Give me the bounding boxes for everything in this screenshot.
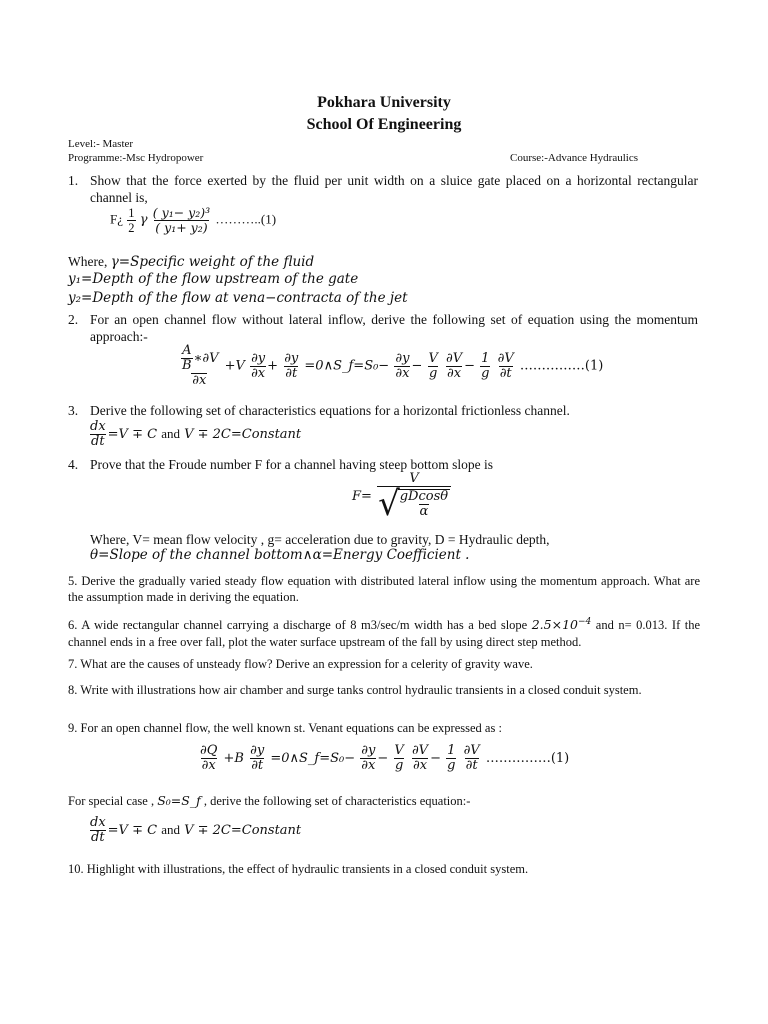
school-title: School Of Engineering [306, 116, 462, 133]
frac-num: ∂V [446, 350, 463, 366]
fraction [480, 352, 490, 381]
q3-equation [88, 420, 301, 449]
question-number: 3. [68, 403, 79, 418]
fraction [463, 744, 481, 773]
frac-den: ∂t [465, 758, 478, 773]
frac-den: g [447, 758, 456, 773]
frac-num: A [182, 343, 192, 358]
fraction [411, 744, 429, 773]
q1-equation [110, 206, 276, 235]
question-1 [68, 172, 700, 206]
frac-num: ( y₁− y₂)³ [152, 205, 211, 220]
frac-den: α [419, 504, 429, 519]
eq-number: ……………(1) [485, 751, 570, 766]
question-text: For special case , [68, 794, 155, 808]
exponent: −4 [578, 617, 592, 627]
question-5: 5. Derive the gradually varied steady flow equation with distributed lateral inflow using the momentum approach. What are the assumption made in deriving the equation. [68, 574, 700, 604]
fraction [393, 744, 404, 773]
frac-num: V [409, 471, 419, 486]
question-2 [68, 311, 700, 345]
frac-den: B [182, 358, 192, 373]
fraction [249, 744, 265, 773]
university-title: Pokhara University [317, 94, 451, 111]
frac-num: ∂Q [200, 743, 218, 758]
fraction [283, 352, 299, 381]
level-label: Level:- Master [68, 138, 134, 150]
q9-characteristics-equation [88, 816, 301, 845]
frac-num: ∂y [284, 350, 299, 366]
frac-num: gDcosθ [399, 489, 449, 504]
frac-den: ∂x [201, 758, 216, 773]
gamma-symbol: γ [139, 212, 148, 228]
eq-number: ……………(1) [519, 358, 604, 374]
fraction [360, 744, 376, 773]
course-label: Course:-Advance Hydraulics [510, 152, 638, 164]
a-over-b [181, 344, 193, 373]
frac-den [377, 484, 451, 524]
froude-fraction [377, 471, 451, 524]
main-fraction [152, 206, 211, 235]
and-label: and [161, 426, 180, 441]
frac-den: ∂x [447, 365, 462, 381]
big-fraction [179, 344, 220, 388]
term: =V ∓ C [107, 823, 158, 838]
question-3 [68, 402, 700, 419]
froude-equation [352, 471, 452, 524]
definition: γ=Specific weight of the fluid [110, 254, 315, 270]
question-text: and n= 0.013. If the channel ends in a free over fall, plot the water surface upstream of the fall by using direct step method. [68, 618, 701, 650]
fraction [399, 490, 449, 519]
question-4 [68, 456, 700, 473]
fraction [497, 352, 515, 381]
frac-num [179, 344, 220, 373]
question-text: Prove that the Froude number F for a channel having steep bottom slope is [90, 457, 494, 472]
frac-num: ∂V [411, 743, 429, 758]
question-text: For an open channel flow without lateral inflow, derive the following set of equation using the momentum approach:- [90, 312, 698, 344]
programme-label: Programme:-Msc Hydropower [68, 152, 204, 164]
dx-dt-fraction [89, 816, 107, 845]
term: +B [223, 751, 244, 766]
fraction [250, 352, 266, 381]
frac-den: ∂x [412, 758, 428, 773]
question-7: 7. What are the causes of unsteady flow? Derive an expression for a celerity of gravity wave. [68, 657, 533, 671]
definition: y₁=Depth of the flow upstream of the gate [68, 271, 359, 287]
question-number: 2. [68, 312, 79, 327]
question-8: 8. Write with illustrations how air chamber and surge tanks control hydraulic transients in a closed conduit system. [68, 683, 642, 697]
frac-den: g [481, 365, 490, 381]
fraction [394, 352, 410, 381]
term: =0∧S_f=S₀− [304, 358, 390, 374]
term: F= [352, 489, 372, 504]
frac-num: 1 [447, 743, 456, 758]
question-6 [68, 614, 700, 651]
frac-den: ( y₁+ y₂) [155, 220, 208, 235]
frac-num: ∂y [250, 743, 265, 758]
term: =0∧S_f=S₀− [270, 751, 356, 766]
fraction [446, 744, 456, 773]
half-fraction [127, 206, 135, 235]
frac-num: dx [90, 815, 106, 830]
q4-definition: θ=Slope of the channel bottom∧α=Energy Coefficient . [90, 547, 470, 563]
eq-number: ………..(1) [215, 211, 277, 227]
st-venant-equation: $\frac{\partial Q}{\partial x}$ +B $\frac{\partial y}{\partial t}$ =0∧S_f=S₀− $\frac{\partial y}{\partial x}$ − $\frac{V}{g}$ $\frac{\partial V}{\partial x}$ − $\frac{1}{g}$ $\frac{\partial V}{\partial t}$ ……………(1) [200, 743, 570, 773]
term: +V [224, 358, 245, 374]
question-9: 9. For an open channel flow, the well known st. Venant equations can be expressed as : [68, 721, 502, 735]
q9-special-case [68, 792, 470, 810]
q1-where [68, 253, 314, 271]
frac-den: dt [91, 434, 105, 449]
where-label: Where, [68, 254, 108, 269]
slope-value [532, 617, 592, 632]
frac-den: ∂x [395, 365, 410, 381]
eq-lhs: F¿ [110, 211, 123, 227]
frac-den: dt [91, 830, 105, 845]
question-text: 6. A wide rectangular channel carrying a discharge of 8 m3/sec/m width has a bed slope [68, 618, 528, 633]
frac-den: ∂x [192, 373, 207, 388]
sqrt-symbol: √ $\frac{gDcos\theta}{\alpha}$ [378, 484, 449, 524]
frac-den: ∂x [251, 365, 266, 381]
fraction [199, 744, 218, 773]
frac-den: ∂t [499, 365, 512, 381]
frac-den: g [429, 365, 438, 381]
frac-den: ∂x [361, 758, 376, 773]
term: 2.5×10 [531, 617, 578, 633]
term: S₀=S_f [157, 793, 201, 808]
frac-num: V [428, 350, 438, 366]
frac-num: ∂V [497, 350, 514, 366]
term: =V ∓ C [107, 427, 158, 442]
frac-den: ∂t [251, 758, 264, 773]
frac-num: ∂y [395, 350, 410, 366]
frac-num: V [394, 743, 404, 758]
frac-num: dx [90, 419, 106, 434]
frac-num: 1 [481, 350, 490, 366]
frac-num: 1 [128, 206, 135, 220]
question-number: 1. [68, 173, 79, 188]
term: V ∓ 2C=Constant [184, 823, 302, 838]
frac-num: ∂V [463, 743, 480, 758]
frac-den: ∂t [285, 365, 298, 381]
frac-num: ∂y [251, 350, 266, 366]
frac-den: 2 [128, 221, 135, 235]
question-number: 4. [68, 457, 79, 472]
term: ∗∂V [193, 351, 219, 366]
q2-equation: $\frac{A}{B}$ ∗∂V ∂x +V $\frac{\partial y}{\partial x}$ + $\frac{\partial y}{\partial t}$ =0∧S_f=S₀− $\frac{\partial y}{\partial x}$ − $\frac{V}{g}$ $\frac{\partial V}{\partial x}$ − $\frac{1}{g}$ $\frac{\partial V}{\partial t}$ ……………(1) [178, 344, 603, 388]
question-text: , derive the following set of characteristics equation:- [203, 794, 471, 808]
fraction [427, 352, 438, 381]
question-10: 10. Highlight with illustrations, the effect of hydraulic transients in a closed conduit system. [68, 862, 529, 876]
question-text: Show that the force exerted by the fluid per unit width on a sluice gate placed on a horizontal rectangular channel is, [90, 173, 698, 205]
dx-dt-fraction [89, 420, 107, 449]
frac-den: g [394, 758, 404, 773]
q4-where: Where, V= mean flow velocity , g= acceleration due to gravity, D = Hydraulic depth, [90, 532, 550, 547]
definition: y₂=Depth of the flow at vena−contracta of the jet [68, 290, 408, 306]
fraction [445, 352, 463, 381]
term: V ∓ 2C=Constant [184, 427, 302, 442]
frac-num: ∂y [361, 743, 376, 758]
question-text: Derive the following set of characteristics equations for a horizontal frictionless channel. [90, 403, 570, 418]
and-label: and [161, 822, 180, 837]
